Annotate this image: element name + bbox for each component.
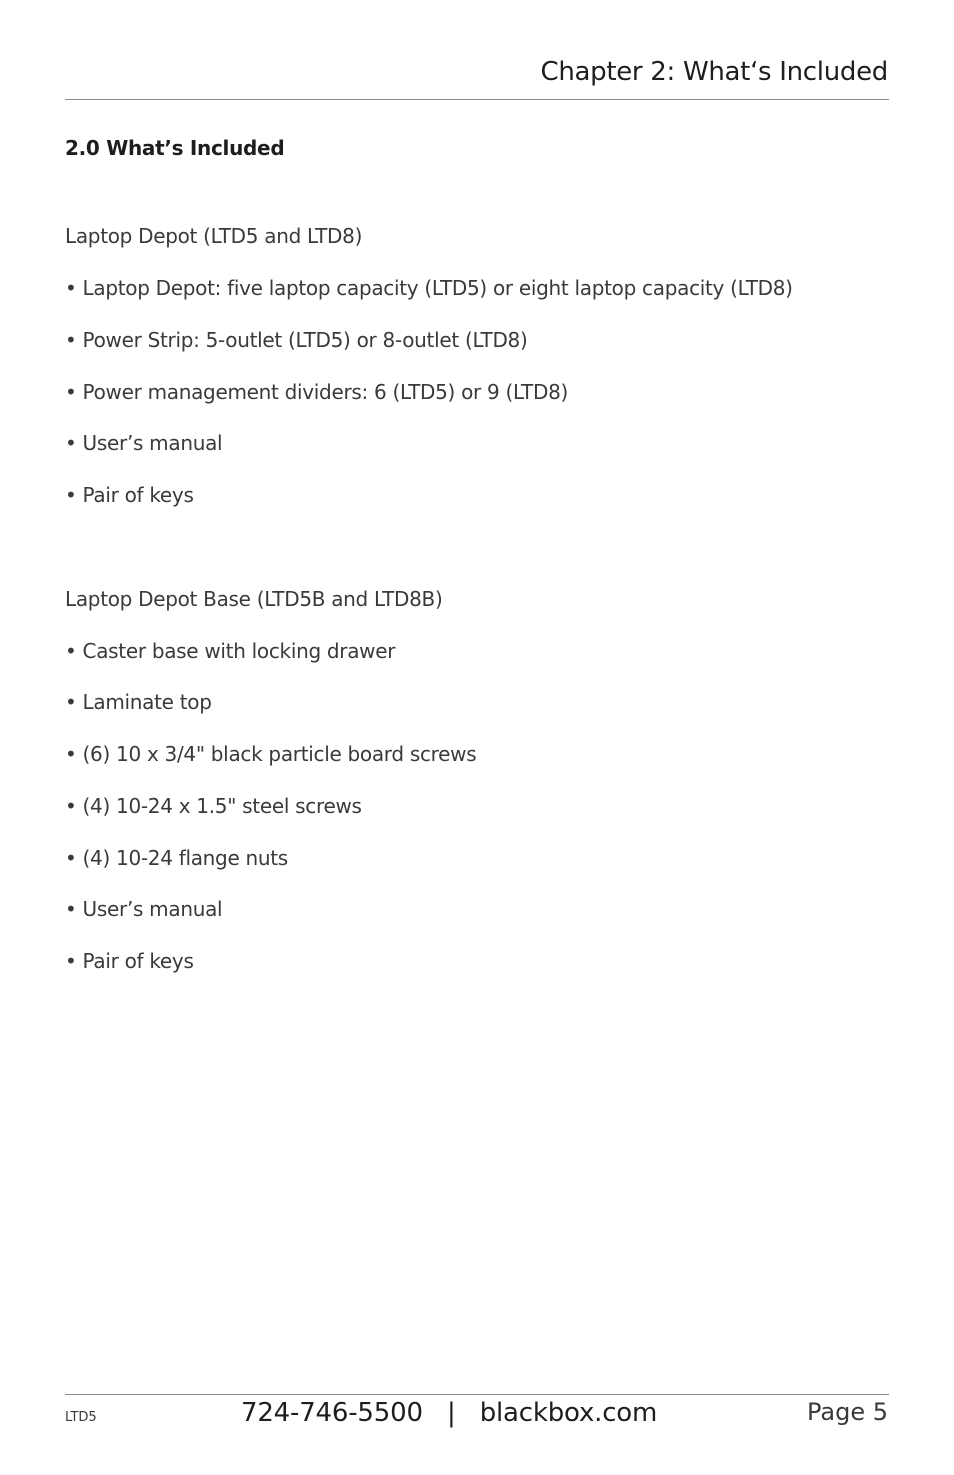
footer-divider [65,1394,889,1395]
list-item: • (4) 10-24 flange nuts [65,846,288,870]
list-item: • Caster base with locking drawer [65,639,396,663]
list-item: • Pair of keys [65,949,194,973]
footer-model: LTD5 [65,1410,97,1425]
list-item: • Power management dividers: 6 (LTD5) or 9 (LTD8) [65,380,569,404]
list-item: • Laptop Depot: five laptop capacity (LTD5) or eight laptop capacity (LTD8) [65,276,793,300]
list-item: • User’s manual [65,897,223,921]
list-item: • (6) 10 x 3/4" black particle board screws [65,742,477,766]
footer-contact: 724-746-5500 | blackbox.com [241,1398,658,1428]
section-title: 2.0 What’s Included [65,136,285,160]
group-heading-laptop-depot-base: Laptop Depot Base (LTD5B and LTD8B) [65,587,443,611]
chapter-title: Chapter 2: What‘s Included [540,57,888,87]
page-number: Page 5 [807,1398,888,1426]
list-item: • Laminate top [65,690,212,714]
list-item: • (4) 10-24 x 1.5" steel screws [65,794,362,818]
group-heading-laptop-depot: Laptop Depot (LTD5 and LTD8) [65,224,363,248]
list-item: • Pair of keys [65,483,194,507]
list-item: • User’s manual [65,431,223,455]
list-item: • Power Strip: 5-outlet (LTD5) or 8-outlet (LTD8) [65,328,528,352]
header-divider [65,99,889,100]
